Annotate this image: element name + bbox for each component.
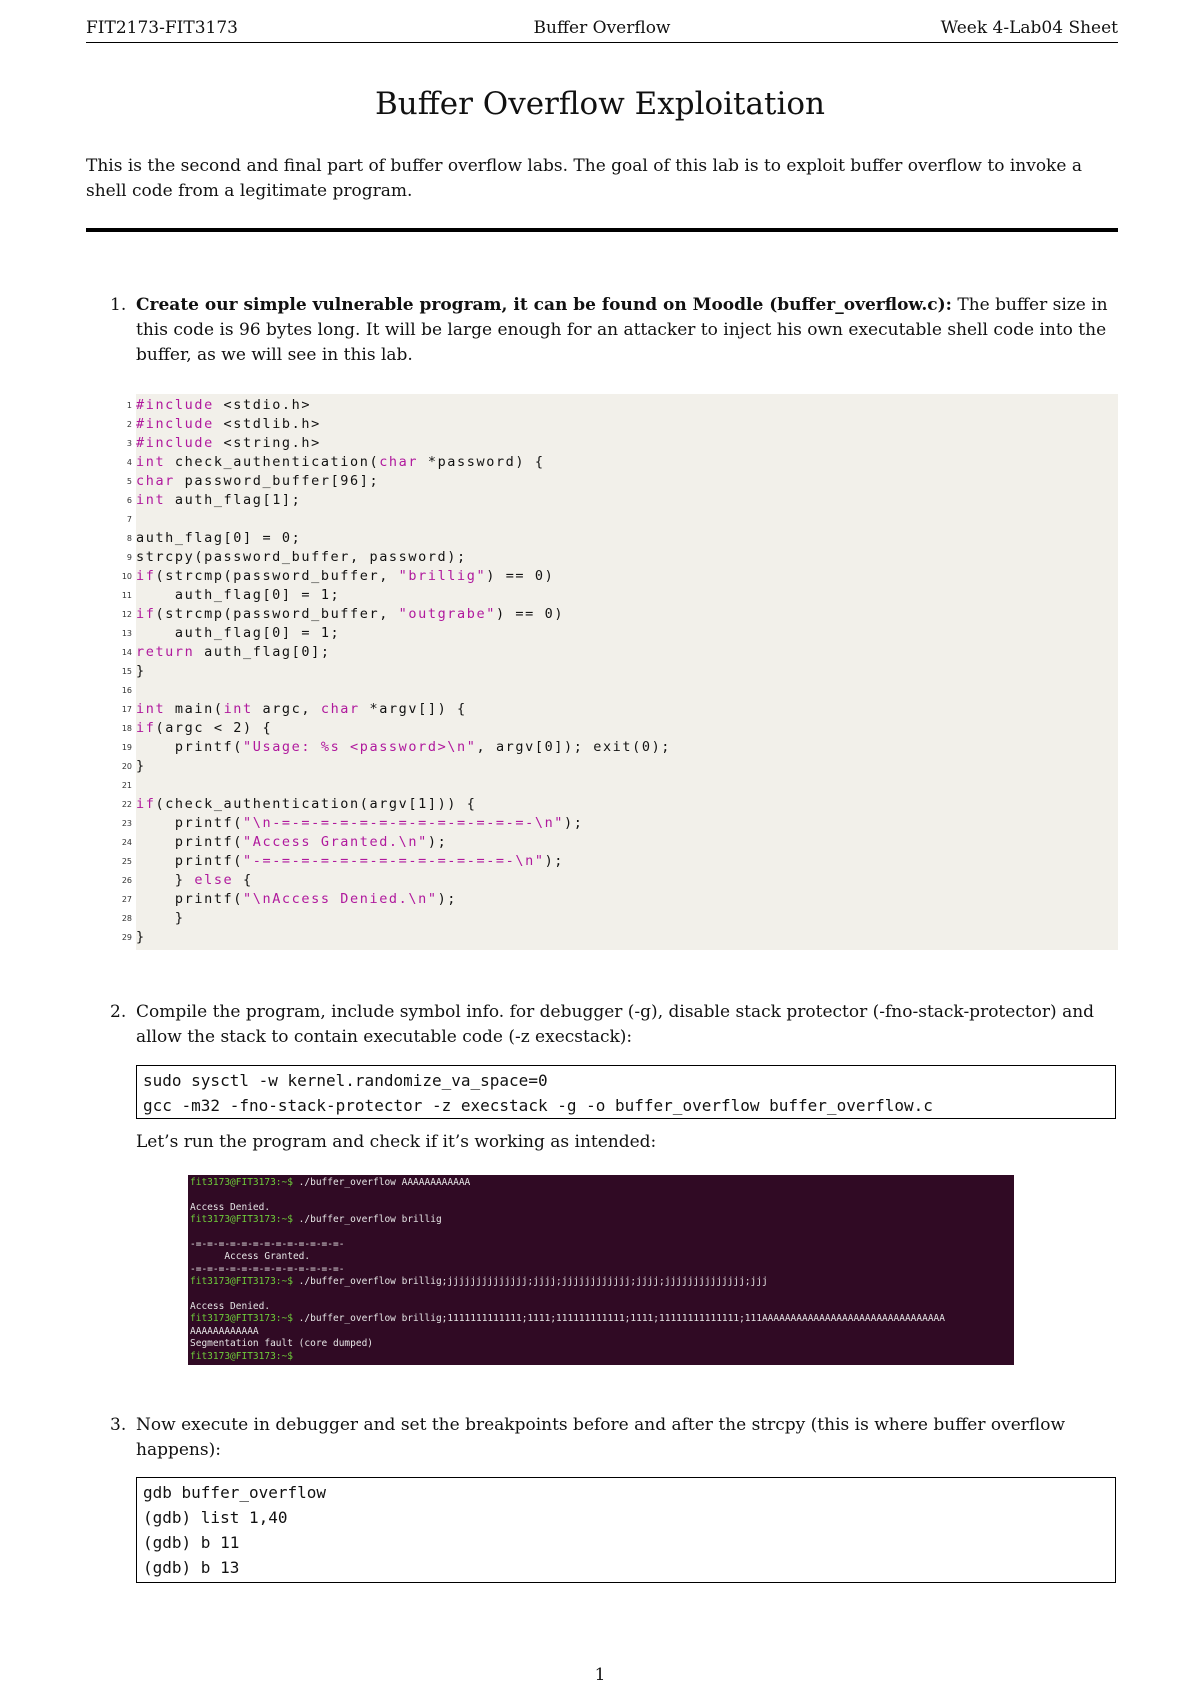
line-number: 16	[121, 686, 132, 695]
terminal-output: Segmentation fault (core dumped)	[190, 1338, 374, 1350]
line-number: 29	[121, 933, 132, 942]
line-number: 9	[126, 553, 132, 562]
code-text: #include <stdlib.h>	[136, 416, 321, 432]
code-text: printf("\n-=-=-=-=-=-=-=-=-=-=-=-=-=-\n");	[136, 815, 584, 831]
code-text: if(strcmp(password_buffer, "brillig") == 0)	[136, 568, 555, 584]
running-header	[86, 18, 1118, 43]
terminal-line	[190, 1214, 442, 1226]
step-1-heading: Create our simple vulnerable program, it can be found on Moodle (buffer_overflow.c):	[136, 295, 952, 315]
run-instruction	[86, 1130, 1118, 1155]
terminal-line	[190, 1239, 344, 1251]
document-title: Buffer Overflow Exploitation	[375, 86, 825, 122]
line-number: 15	[121, 667, 132, 676]
code-line	[121, 587, 1116, 606]
line-number: 25	[121, 857, 132, 866]
code-line	[121, 739, 1116, 758]
terminal-output: -=-=-=-=-=-=-=-=-=-=-=-=-=-	[190, 1239, 345, 1250]
header-week: Week 4-Lab04 Sheet	[940, 18, 1118, 38]
line-number: 28	[121, 914, 132, 923]
code-line	[121, 777, 1116, 796]
terminal-output: Access Granted.	[190, 1251, 311, 1263]
code-line	[121, 625, 1116, 644]
terminal-prompt: fit3173@FIT3173:~$	[190, 1276, 293, 1288]
line-number: 2	[126, 420, 132, 429]
code-line	[126, 511, 1116, 530]
gdb-command-box	[136, 1477, 1116, 1583]
command-line: gdb buffer_overflow	[143, 1483, 327, 1502]
command-line: (gdb) b 13	[143, 1558, 240, 1577]
code-line	[121, 891, 1116, 910]
step-3	[86, 1413, 1118, 1463]
code-line	[126, 473, 1116, 492]
terminal-line	[190, 1338, 373, 1350]
run-text: Let’s run the program and check if it’s working as intended:	[136, 1132, 657, 1152]
line-number: 20	[121, 762, 132, 771]
code-line	[121, 929, 1116, 948]
code-text: printf("\nAccess Denied.\n");	[136, 891, 458, 907]
command-line: (gdb) list 1,40	[143, 1508, 288, 1527]
code-line	[126, 492, 1116, 511]
code-text: #include <stdio.h>	[136, 397, 312, 413]
terminal-line	[190, 1264, 344, 1276]
terminal-line	[190, 1276, 768, 1288]
terminal-line	[190, 1351, 293, 1363]
terminal-line	[190, 1301, 270, 1313]
line-number: 23	[121, 819, 132, 828]
code-listing	[121, 394, 1118, 950]
terminal-output: Access Denied.	[190, 1201, 271, 1213]
line-number: 4	[126, 458, 132, 467]
code-line	[121, 568, 1116, 587]
terminal-output: AAAAAAAAAAAA	[190, 1325, 259, 1337]
code-text: }	[136, 758, 146, 774]
command-line: sudo sysctl -w kernel.randomize_va_space=0	[143, 1071, 548, 1090]
step-1-text: The buffer size in this code is 96 bytes long. It will be large enough for an attacker to inject his own executable shell code into the buffer, as we will see in this lab.	[136, 295, 1108, 365]
terminal-line	[190, 1313, 945, 1325]
code-line	[121, 758, 1116, 777]
code-text: } else {	[136, 872, 253, 888]
code-text: #include <string.h>	[136, 435, 321, 451]
code-text: printf("Usage: %s <password>\n", argv[0]); exit(0);	[136, 739, 672, 755]
code-line	[121, 872, 1116, 891]
page-number: 1	[594, 1665, 606, 1685]
command-line: gcc -m32 -fno-stack-protector -z execstack -g -o buffer_overflow buffer_overflow.c	[143, 1096, 933, 1115]
code-text: if(argc < 2) {	[136, 720, 273, 736]
line-number: 21	[121, 781, 132, 790]
code-text: int auth_flag[1];	[136, 492, 302, 508]
step-2	[86, 1000, 1118, 1050]
code-line	[126, 435, 1116, 454]
intro-paragraph: This is the second and final part of buffer overflow labs. The goal of this lab is to exploit buffer overflow to invoke a shell code from a legitimate program.	[86, 156, 1082, 201]
code-text: char password_buffer[96];	[136, 473, 380, 489]
step-number: 1.	[110, 295, 127, 315]
step-2-text: Compile the program, include symbol info. for debugger (-g), disable stack protector (-fno-stack-protector) and allow the stack to contain executable code (-z execstack):	[136, 1002, 1095, 1047]
step-3-text: Now execute in debugger and set the breakpoints before and after the strcpy (this is where buffer overflow happens):	[136, 1415, 1066, 1460]
terminal-line	[190, 1326, 259, 1338]
line-number: 5	[126, 477, 132, 486]
code-text: printf("-=-=-=-=-=-=-=-=-=-=-=-=-=-\n");	[136, 853, 565, 869]
line-number: 12	[121, 610, 132, 619]
terminal-prompt: fit3173@FIT3173:~$	[190, 1313, 293, 1325]
code-line	[121, 815, 1116, 834]
code-text: printf("Access Granted.\n");	[136, 834, 448, 850]
code-text: if(check_authentication(argv[1])) {	[136, 796, 477, 812]
line-number: 13	[121, 629, 132, 638]
line-number: 3	[126, 439, 132, 448]
line-number: 14	[121, 648, 132, 657]
code-text: }	[136, 910, 185, 926]
line-number: 11	[121, 591, 132, 600]
code-text: int main(int argc, char *argv[]) {	[136, 701, 467, 717]
line-number: 22	[121, 800, 132, 809]
line-number: 24	[121, 838, 132, 847]
step-1	[86, 293, 1118, 368]
code-line	[126, 454, 1116, 473]
code-line	[121, 796, 1116, 815]
terminal-output: Access Denied.	[190, 1301, 271, 1312]
code-line	[126, 549, 1116, 568]
code-line	[121, 834, 1116, 853]
line-number: 1	[126, 401, 132, 410]
step-number: 2.	[110, 1002, 127, 1022]
code-line	[121, 701, 1116, 720]
code-text: auth_flag[0] = 1;	[136, 587, 341, 603]
horizontal-rule	[86, 228, 1118, 232]
line-number: 7	[126, 515, 132, 524]
code-text: strcpy(password_buffer, password);	[136, 549, 467, 565]
code-line	[121, 910, 1116, 929]
code-text: }	[136, 663, 146, 679]
code-text: if(strcmp(password_buffer, "outgrabe") == 0)	[136, 606, 565, 622]
terminal-output: ./buffer_overflow AAAAAAAAAAAA	[292, 1177, 471, 1188]
terminal-output: ./buffer_overflow brillig;1111111111111;1111;111111111111;1111;11111111111111;111AAAAAAAAAAAAAAAAAAAAAAAAAAAAAAAA	[292, 1313, 945, 1325]
terminal-output: ./buffer_overflow brillig	[292, 1214, 442, 1226]
line-number: 19	[121, 743, 132, 752]
code-text: int check_authentication(char *password) {	[136, 454, 545, 470]
line-number: 10	[121, 572, 132, 581]
compile-command-box	[136, 1065, 1116, 1119]
code-line	[121, 682, 1116, 701]
code-text: return auth_flag[0];	[136, 644, 331, 660]
code-line	[126, 416, 1116, 435]
code-line	[121, 720, 1116, 739]
command-line: (gdb) b 11	[143, 1533, 240, 1552]
code-line	[121, 853, 1116, 872]
code-text: auth_flag[0] = 1;	[136, 625, 341, 641]
line-number: 6	[126, 496, 132, 505]
step-number: 3.	[110, 1415, 127, 1435]
line-number: 26	[121, 876, 132, 885]
terminal-prompt: fit3173@FIT3173:~$	[190, 1177, 293, 1188]
terminal-line	[190, 1251, 310, 1263]
terminal-line	[190, 1177, 470, 1189]
code-line	[121, 606, 1116, 625]
terminal-output: ./buffer_overflow brillig;jjjjjjjjjjjjjj;jjjj;jjjjjjjjjjjj;jjjj;jjjjjjjjjjjjjj;jjj	[292, 1276, 768, 1288]
line-number: 17	[121, 705, 132, 714]
terminal-output: -=-=-=-=-=-=-=-=-=-=-=-=-=-	[190, 1263, 345, 1275]
header-topic: Buffer Overflow	[533, 18, 671, 38]
terminal-screenshot	[188, 1175, 1014, 1365]
code-line	[126, 397, 1116, 416]
code-line	[121, 663, 1116, 682]
code-text: auth_flag[0] = 0;	[136, 530, 302, 546]
line-number: 8	[126, 534, 132, 543]
header-course: FIT2173-FIT3173	[86, 18, 238, 38]
code-text: }	[136, 929, 146, 945]
line-number: 18	[121, 724, 132, 733]
terminal-prompt: fit3173@FIT3173:~$	[190, 1350, 293, 1362]
terminal-prompt: fit3173@FIT3173:~$	[190, 1214, 293, 1226]
line-number: 27	[121, 895, 132, 904]
terminal-line	[190, 1202, 270, 1214]
code-line	[126, 530, 1116, 549]
code-line	[121, 644, 1116, 663]
